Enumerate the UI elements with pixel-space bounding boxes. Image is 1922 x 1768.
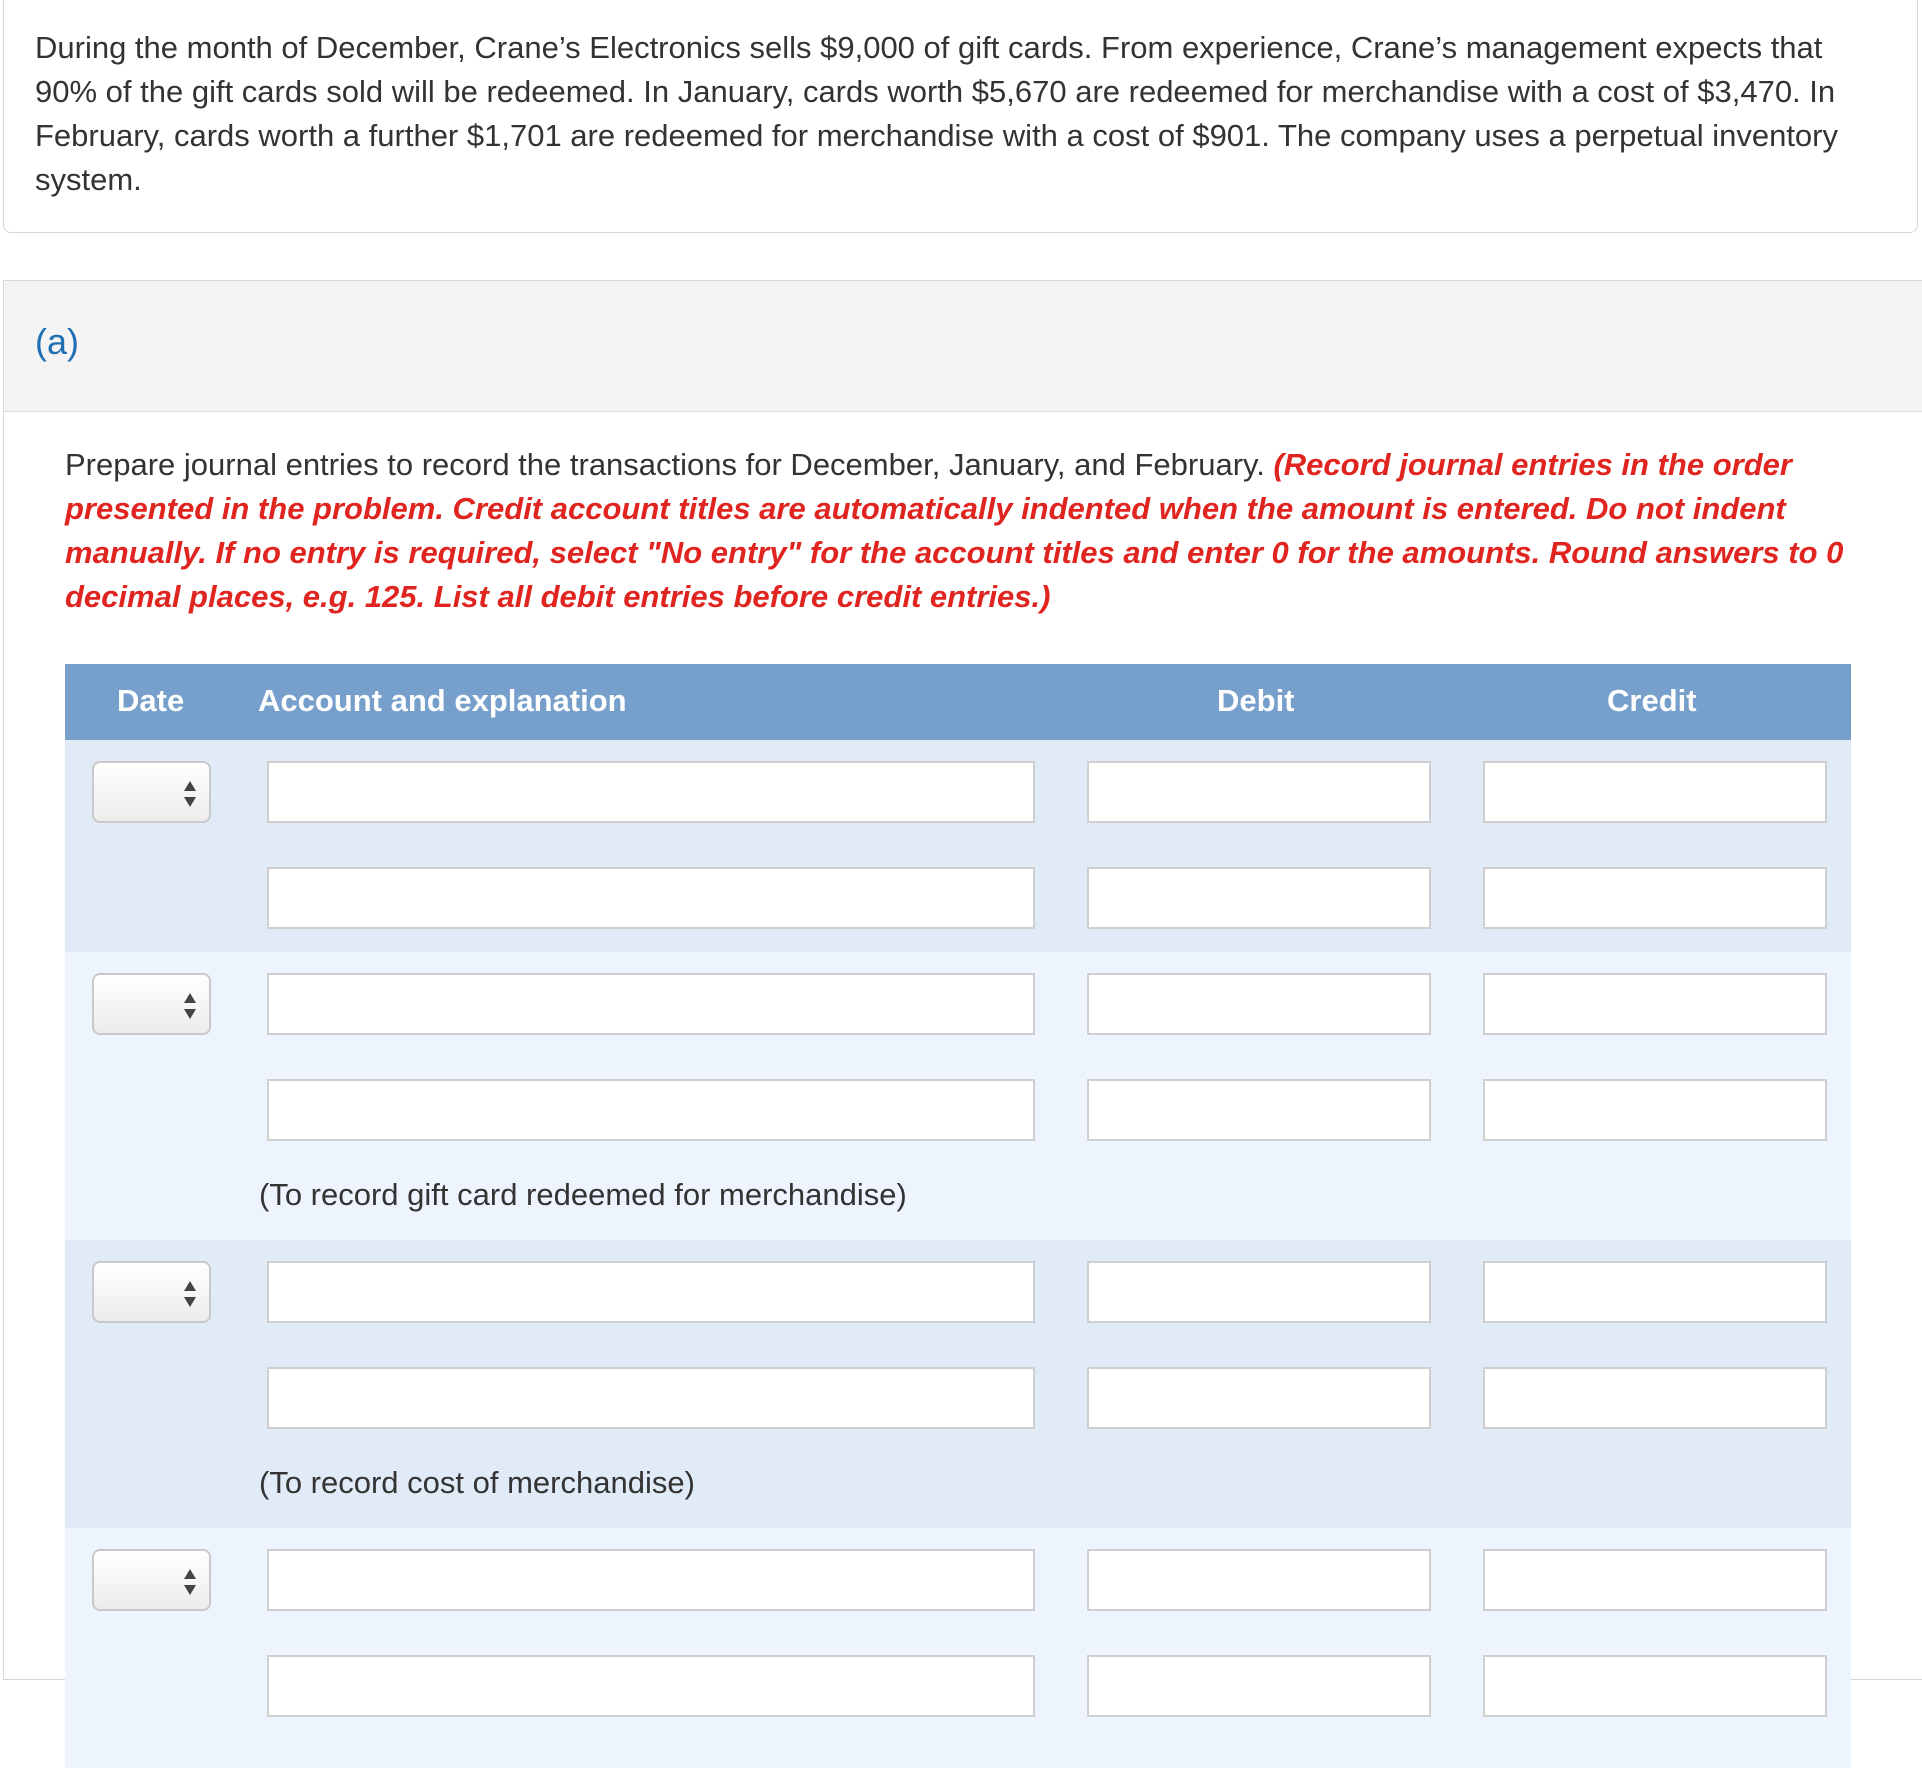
up-down-arrows-icon <box>183 1568 197 1596</box>
header-account: Account and explanation <box>258 683 627 718</box>
credit-input[interactable] <box>1483 1655 1827 1717</box>
credit-input[interactable] <box>1483 1367 1827 1429</box>
date-select[interactable] <box>92 761 211 823</box>
credit-input[interactable] <box>1483 973 1827 1035</box>
account-input[interactable] <box>267 1549 1035 1611</box>
debit-input[interactable] <box>1087 1367 1431 1429</box>
account-input[interactable] <box>267 867 1035 929</box>
account-input[interactable] <box>267 761 1035 823</box>
account-input[interactable] <box>267 1079 1035 1141</box>
date-select[interactable] <box>92 973 211 1035</box>
date-select[interactable] <box>92 1549 211 1611</box>
up-down-arrows-icon <box>183 992 197 1020</box>
debit-input[interactable] <box>1087 1655 1431 1717</box>
problem-statement: During the month of December, Crane’s Electronics sells $9,000 of gift cards. From experience, Crane’s management expects that 90% of the gift cards sold will be redeemed. In January, cards worth $5,670 are redeemed for merchandise with a cost of $3,470. In February, cards worth a further $1,701 are redeemed for merchandise with a cost of $901. The company uses a perpetual inventory system. <box>35 30 1838 197</box>
debit-input[interactable] <box>1087 1079 1431 1141</box>
instructions <box>65 443 1865 619</box>
credit-input[interactable] <box>1483 1549 1827 1611</box>
debit-input[interactable] <box>1087 1549 1431 1611</box>
credit-input[interactable] <box>1483 761 1827 823</box>
credit-input[interactable] <box>1483 1261 1827 1323</box>
account-input[interactable] <box>267 973 1035 1035</box>
journal-entry-table <box>65 664 1851 1764</box>
instructions-note: (Record journal entries in the order presented in the problem. Credit account titles are automatically indented when the amount is entered. Do not indent manually. If no entry is required, select "No entry" for the account titles and enter 0 for the amounts. Round answers to 0 decimal places, e.g. 125. List all debit entries before credit entries.) <box>65 447 1844 614</box>
credit-input[interactable] <box>1483 867 1827 929</box>
date-select[interactable] <box>92 1261 211 1323</box>
up-down-arrows-icon <box>183 1280 197 1308</box>
account-input[interactable] <box>267 1367 1035 1429</box>
account-input[interactable] <box>267 1261 1035 1323</box>
table-header <box>65 664 1851 740</box>
part-header <box>4 281 1922 412</box>
debit-input[interactable] <box>1087 867 1431 929</box>
debit-input[interactable] <box>1087 973 1431 1035</box>
up-down-arrows-icon <box>183 780 197 808</box>
header-date: Date <box>117 683 185 718</box>
account-input[interactable] <box>267 1655 1035 1717</box>
debit-input[interactable] <box>1087 761 1431 823</box>
entry-explanation: (To record cost of merchandise) <box>259 1465 695 1500</box>
instructions-text: Prepare journal entries to record the transactions for December, January, and February. <box>65 447 1265 482</box>
entry-block-2 <box>65 952 1851 1240</box>
problem-card <box>3 0 1918 233</box>
debit-input[interactable] <box>1087 1261 1431 1323</box>
part-a-card <box>3 280 1922 1680</box>
part-label: (a) <box>35 321 79 362</box>
entry-block-4 <box>65 1528 1851 1768</box>
entry-explanation: (To record gift card redeemed for merchandise) <box>259 1177 907 1212</box>
entry-block-1 <box>65 740 1851 952</box>
entry-block-3 <box>65 1240 1851 1528</box>
header-debit: Debit <box>1217 683 1295 718</box>
credit-input[interactable] <box>1483 1079 1827 1141</box>
header-credit: Credit <box>1607 683 1697 718</box>
